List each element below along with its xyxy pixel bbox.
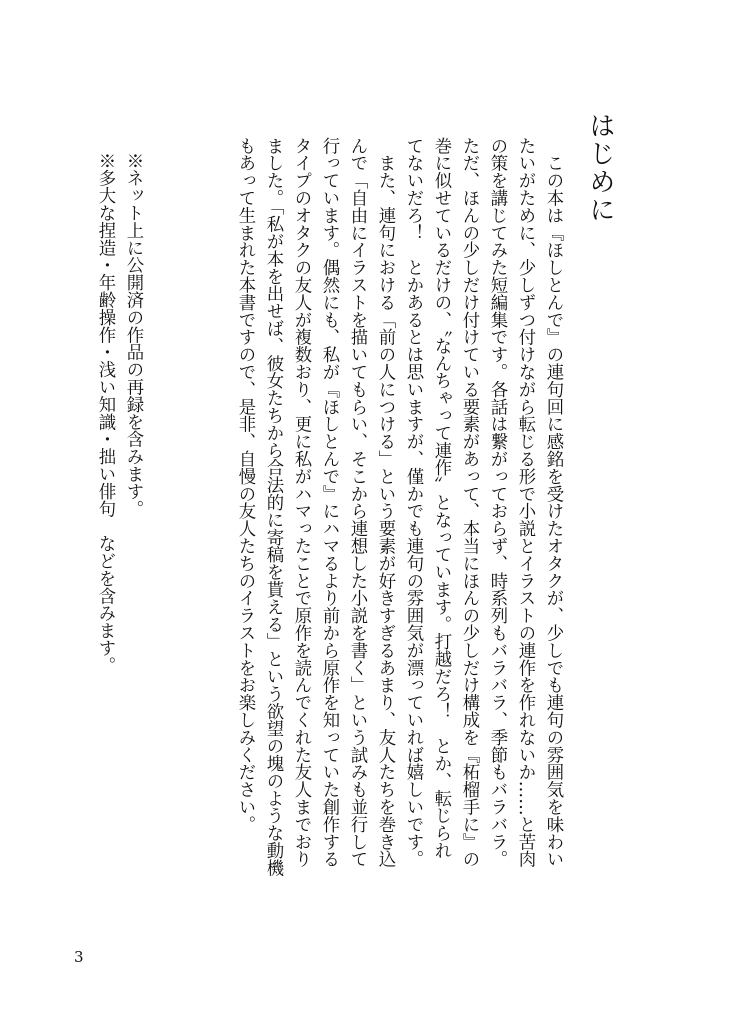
body-line: ただ、ほんの少しだけ付けている要素があって、本当にほんの少しだけ構成を『柘榴手に』の [459, 137, 479, 868]
body-line: 行っています。偶然にも、私が『ほしとんで』にハマるより前から原作を知っていた創作する [319, 137, 339, 868]
body-line: タイプのオタクの友人が複数おり、更に私がハマったことで原作を読んでくれた友人までおり [291, 137, 311, 868]
body-line: ました。「私が本を出せば、彼女たちから合法的に寄稿を貰える」という欲望の塊のような動機 [263, 137, 283, 877]
body-line: んで「自由にイラストを描いてもらい、そこから連想した小説を書く」という試みも並行して [347, 137, 367, 868]
page-title: はじめに [585, 112, 615, 224]
body-line: たいがために、少しずつ付けながら転じる形で小説とイラストの連作を作れないか……と苦肉 [515, 137, 535, 868]
page-number: 3 [74, 948, 84, 966]
body-line: もあって生まれた本書ですので、是非、自慢の友人たちのイラストをお楽しみください。 [235, 137, 255, 833]
body-line: この本は『ほしとんで』の連句回に感銘を受けたオタクが、少しでも連句の雰囲気を味わい [543, 137, 563, 868]
body-line: また、連句における「前の人につける」という要素が好きすぎるあまり、友人たちを巻き込 [375, 137, 395, 868]
note-line: ※ネット上に公開済の作品の再録を含みます。 [123, 152, 143, 518]
body-line: の策を講じてみた短編集です。各話は繋がっておらず、時系列もバラバラ、季節もバラバラ。 [487, 137, 507, 868]
note-line: ※多大な捏造・年齢操作・浅い知識・拙い俳句 などを含みます。 [95, 152, 115, 674]
body-line: 巻に似せているだけの、〝なんちゃって連作〟となっています。打越だろ！ とか、転じられ [431, 137, 451, 860]
body-line: てないだろ！ とかあるとは思いますが、僅かでも連句の雰囲気が漂っていれば嬉しいです。 [403, 137, 423, 868]
